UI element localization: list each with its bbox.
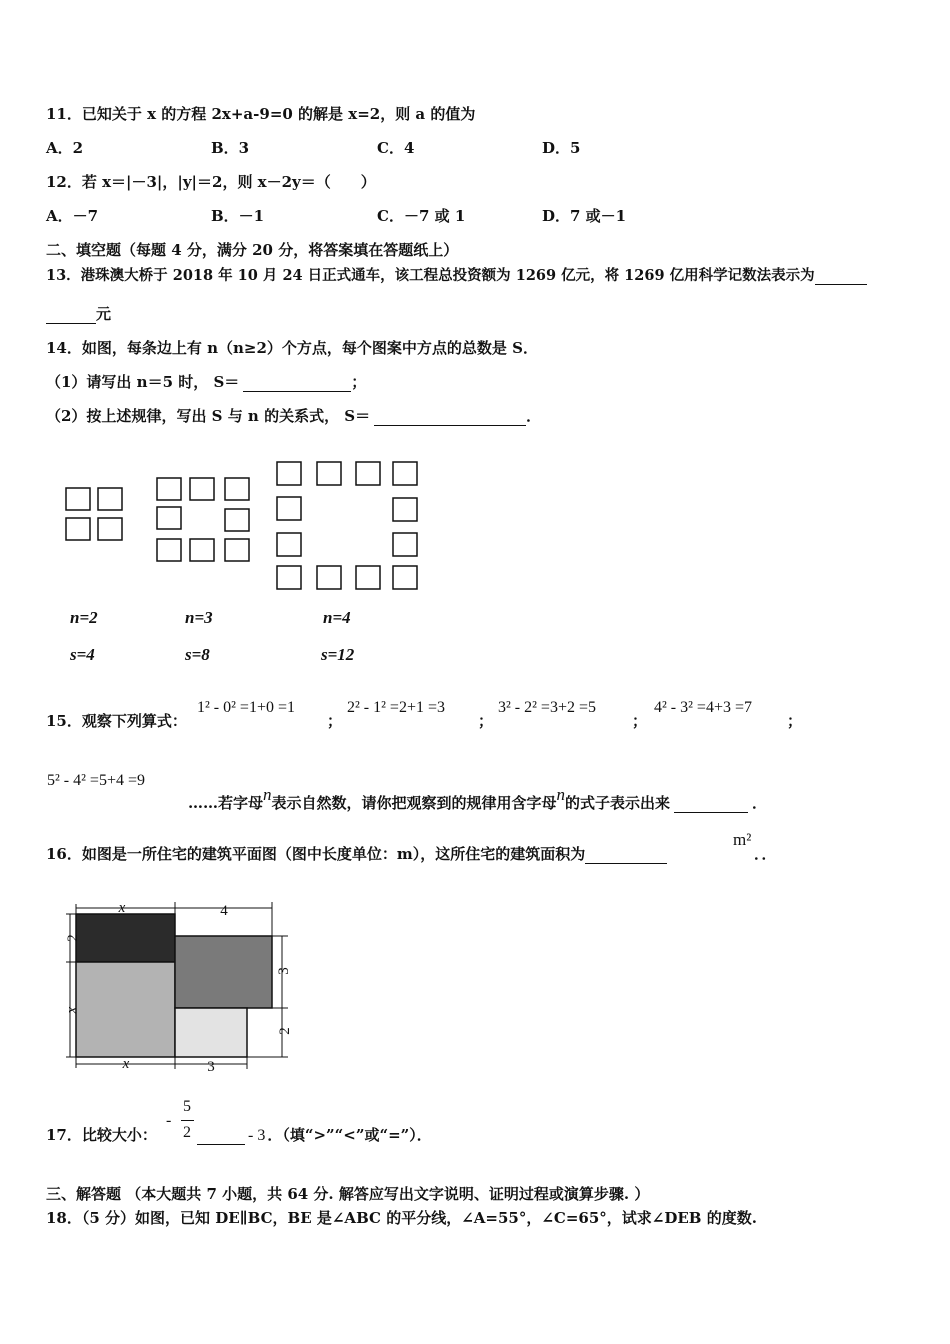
q15-end: ． [752,794,768,812]
q15-sep3: ； [632,712,648,730]
q14-part1-end: ； [351,373,367,391]
fig3-n-label: n=4 [323,608,351,627]
q14-part2-end: ． [526,407,542,425]
dim-top-x: x [118,900,126,916]
q15-eq4: 4² - 3² =4+3 =7 [654,699,752,716]
section-2-heading: 二、填空题（每题 4 分，满分 20 分，将答案填在答题纸上） [46,241,459,259]
q15-eq1: 1² - 0² =1+0 =1 [197,699,295,716]
room-bottom-left [76,962,175,1057]
q12-option-b: B．－1 [211,207,265,225]
q15-sep2: ； [478,712,494,730]
q14-stem: 14．如图，每条边上有 n（n≥2）个方点，每个图案中方点的总数是 S． [46,339,538,357]
q12-option-c: C．－7 或 1 [377,207,466,225]
q14-part2-text: （2）按上述规律，写出 S 与 n 的关系式， S＝ [46,407,371,425]
section-3-heading: 三、解答题 （本大题共 7 小题，共 64 分. 解答应写出文字说明、证明过程或演算步骤. ） [46,1185,650,1203]
fig1-n-label: n=2 [70,608,98,627]
q15-text-b: 表示自然数，请你把观察到的规律用含字母 [271,794,557,812]
q17-tail: ．（填“>”“<”或“=”）． [267,1126,432,1144]
dim-left-2: 2 [65,934,81,942]
room-right-lower [175,1008,247,1057]
q12-stem: 12．若 x＝|－3|，|y|＝2，则 x－2y＝（ ） [46,173,376,191]
q17-frac-sign: - [166,1112,172,1129]
q15-eq2: 2² - 1² =2+1 =3 [347,699,445,716]
q13-unit: 元 [96,305,112,323]
q14-part1-text: （1）请写出 n＝5 时， S＝ [46,373,240,391]
room-right-upper [175,936,272,1008]
dim-right-3: 3 [276,967,292,975]
q15-eq5: 5² - 4² =5+4 =9 [47,772,145,789]
q11-option-d: D．5 [542,139,581,157]
fig2-s-label: s=8 [185,645,210,664]
q11-stem: 11．已知关于 x 的方程 2x+a-9=0 的解是 x=2，则 a 的值为 [46,105,476,123]
q17-rhs: - 3 [248,1127,266,1144]
q11-option-b: B．3 [211,139,250,157]
q17-label: 17．比较大小： [46,1126,157,1144]
q15-text-a: ……若字母 [188,794,264,812]
q15-label: 15．观察下列算式： [46,712,187,730]
q17-line [197,1124,432,1145]
q16-stem: 16．如图是一所住宅的建筑平面图（图中长度单位：m），这所住宅的建筑面积为 [46,845,586,863]
q11-option-a: A．2 [46,139,84,157]
dim-right-2: 2 [277,1027,293,1035]
q11-option-c: C．4 [377,139,415,157]
q15-sep1: ； [327,712,343,730]
q17-frac-den: 2 [183,1124,191,1141]
q15-sep4: ； [787,712,803,730]
q17-frac-bar [181,1120,194,1121]
room-top-left [76,914,175,962]
q16-unit: m² [733,830,752,849]
q15-eq3: 3² - 2² =3+2 =5 [498,699,596,716]
q15-var-n-2: n [556,785,566,804]
fig1-s-label: s=4 [70,645,95,664]
q15-var-n: n [263,785,272,804]
dim-bottom-3: 3 [207,1059,215,1075]
q12-option-a: A．－7 [46,207,99,225]
q13-text: 13．港珠澳大桥于 2018 年 10 月 24 日正式通车，该工程总投资额为 1269 亿元，将 1269 亿用科学记数法表示为 [46,267,815,284]
q15-text-c: 的式子表示出来 [565,794,671,812]
dim-bottom-x: x [122,1056,130,1072]
q12-option-d: D．7 或－1 [542,207,627,225]
fig3-s-label: s=12 [321,645,355,664]
q17-frac-num: 5 [183,1098,191,1115]
dim-top-4: 4 [220,903,228,919]
fig2-n-label: n=3 [185,608,213,627]
dim-left-x: x [64,1006,80,1014]
q18-stem: 18．（5 分）如图，已知 DE∥BC，BE 是∠ABC 的平分线，∠A=55°，∠C=65°，试求∠DEB 的度数. [46,1209,757,1227]
q16-end: ．． [754,845,777,863]
q17-answer-blank[interactable] [197,1128,245,1145]
